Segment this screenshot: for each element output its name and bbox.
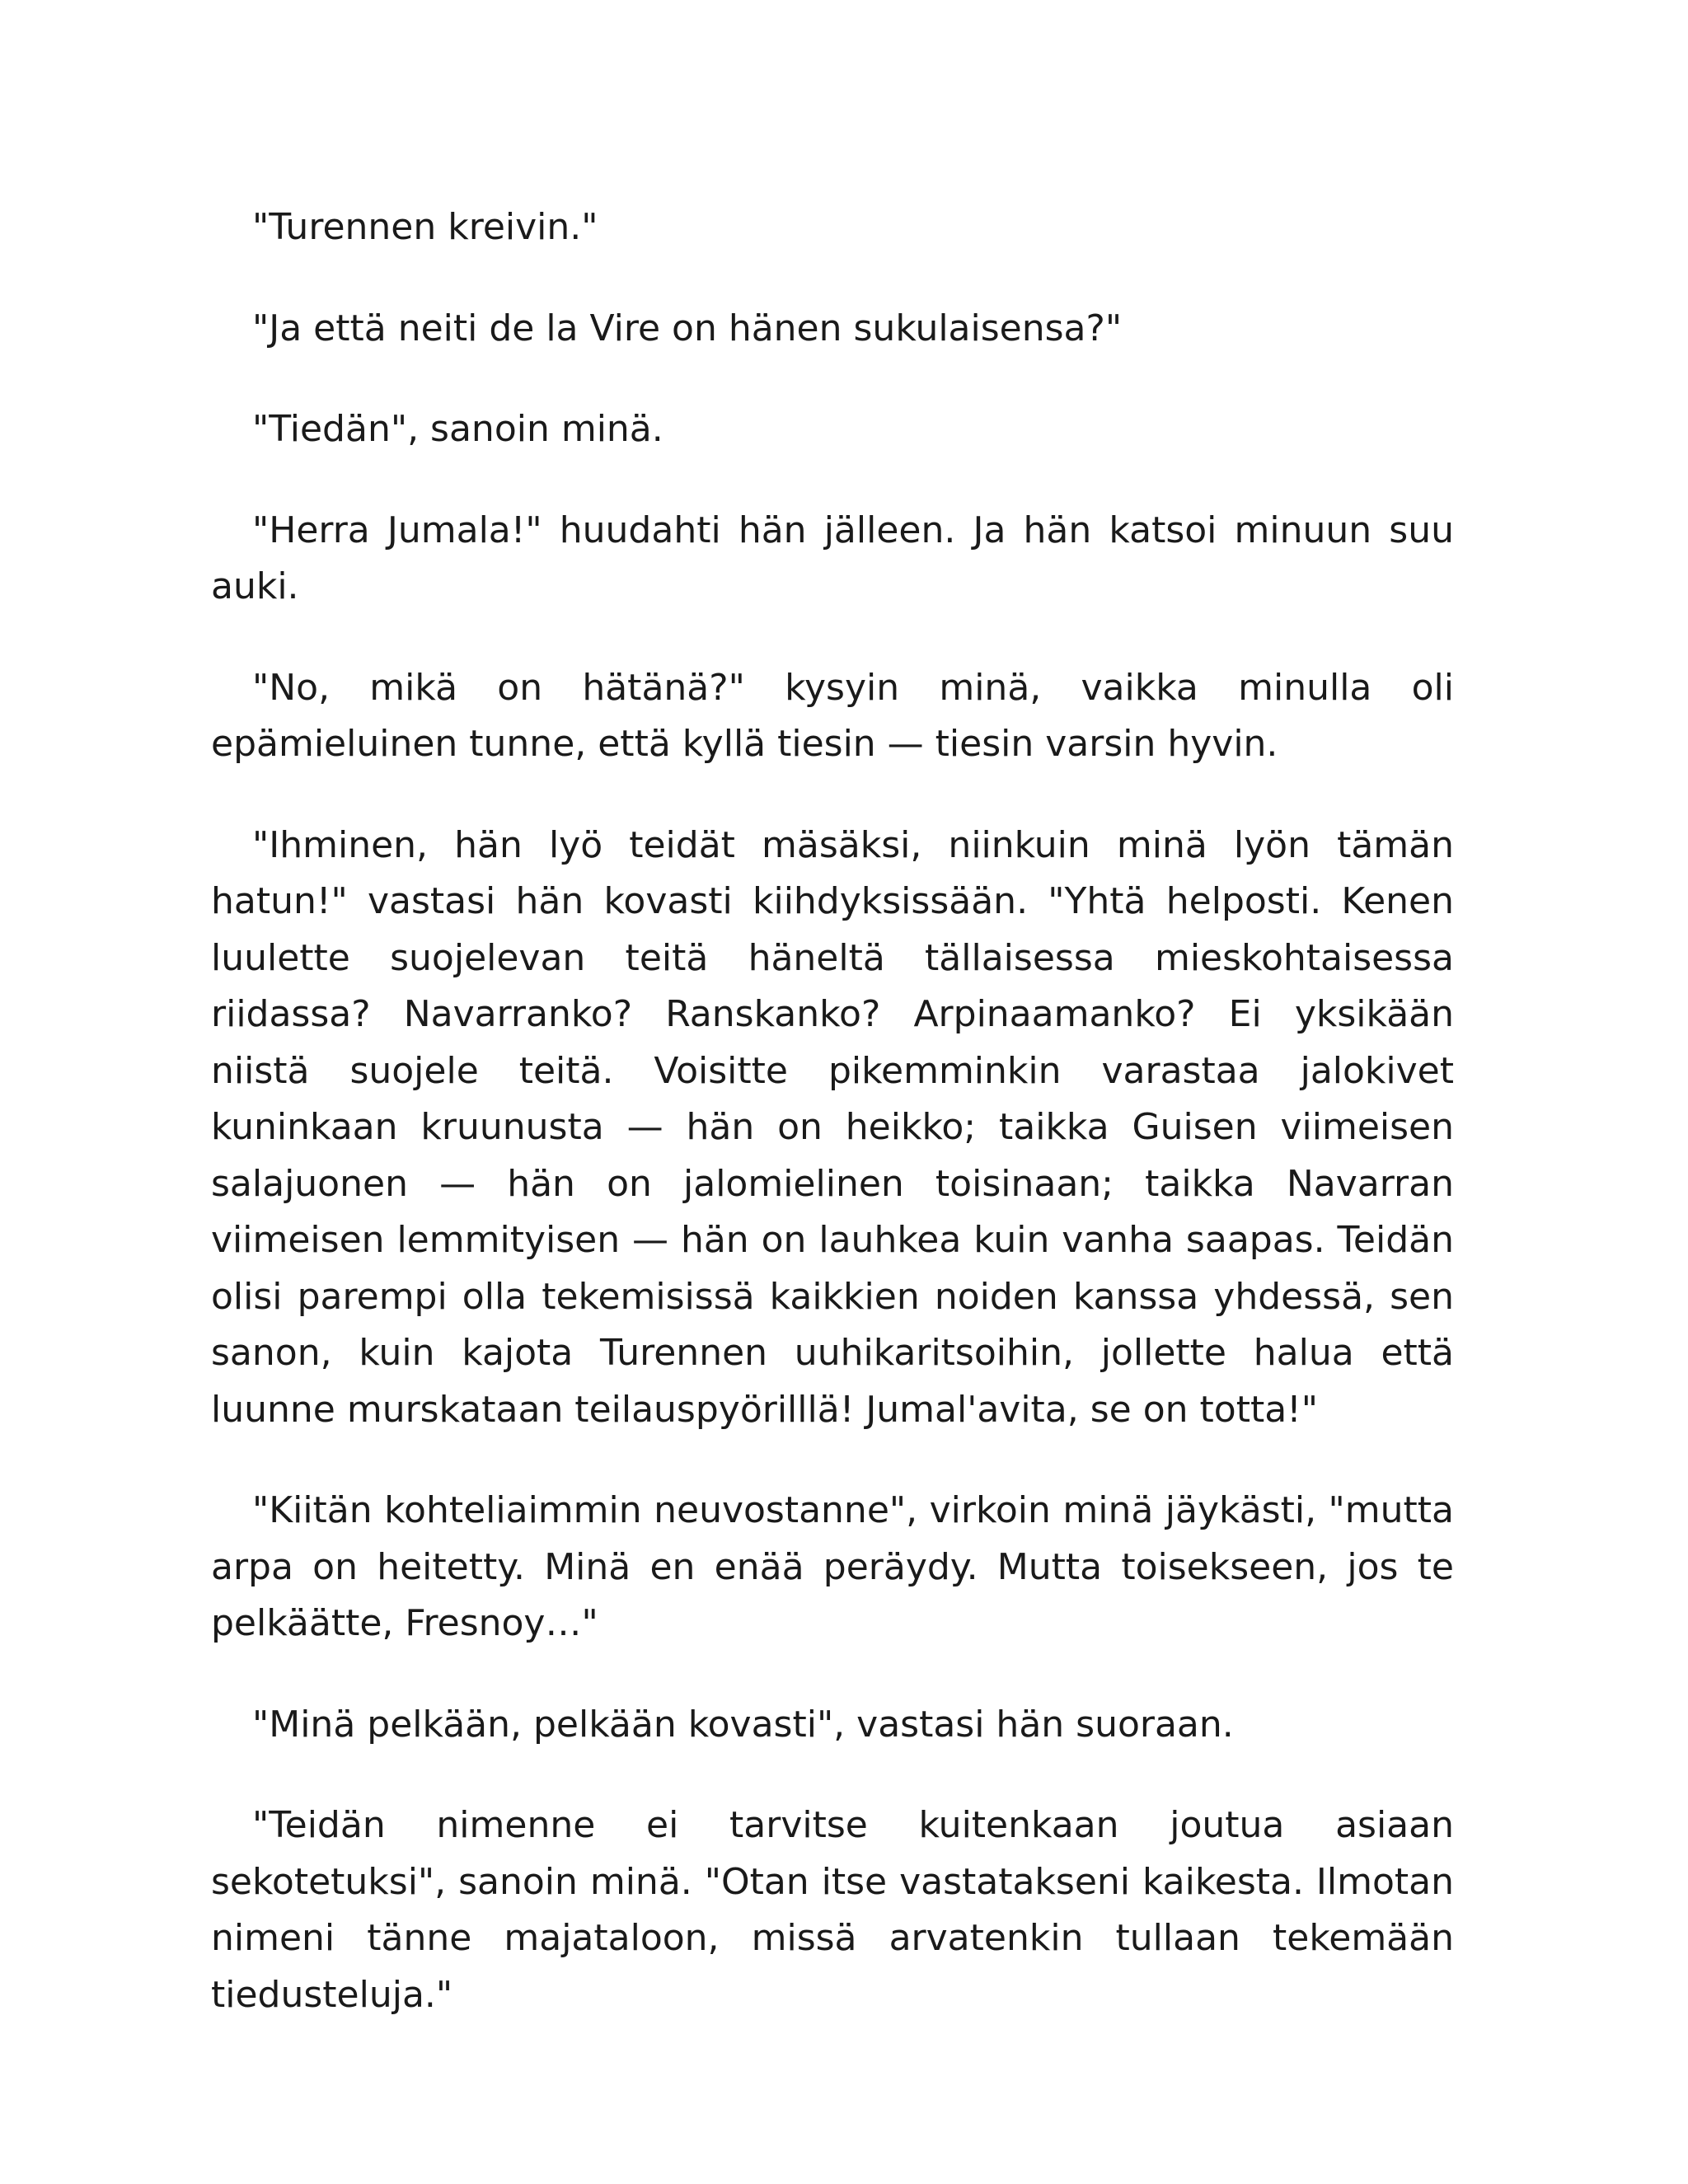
paragraph-6: "Ihminen, hän lyö teidät mäsäksi, niinkuin minä lyön tämän hatun!" vastasi hän kovasti kiihdyksissään. "Yhtä helposti. Kenen luulette suojelevan teitä häneltä tällaisessa mieskohtaisessa riidassa? Navarranko? Ranskanko? Arpinaamanko? Ei yksikään niistä suojele teitä. Voisitte pikemminkin varastaa jalokivet kuninkaan kruunusta — hän on heikko; taikka Guisen viimeisen salajuonen — hän on jalomielinen toisinaan; taikka Navarran viimeisen lemmityisen — hän on lauhkea kuin vanha saapas. Teidän olisi parempi olla tekemisissä kaikkien noiden kanssa yhdessä, sen sanon, kuin kajota Turennen uuhikaritsoihin, jollette halua että luunne murskataan teilauspyörilllä! Jumal'avita, se on totta!" bbox=[211, 823, 1454, 1431]
paragraph-2: "Ja että neiti de la Vire on hänen sukulaisensa?" bbox=[252, 307, 1123, 349]
page-body bbox=[211, 199, 1454, 2068]
paragraph-8: "Minä pelkään, pelkään kovasti", vastasi hän suoraan. bbox=[252, 1703, 1234, 1746]
paragraph-4: "Herra Jumala!" huudahti hän jälleen. Ja hän katsoi minuun suu auki. bbox=[211, 509, 1454, 607]
paragraph-7: "Kiitän kohteliaimmin neuvostanne", virkoin minä jäykästi, "mutta arpa on heitetty. Minä en enää peräydy. Mutta toisekseen, jos te pelkäätte, Fresnoy…" bbox=[211, 1489, 1454, 1644]
paragraph-1: "Turennen kreivin." bbox=[252, 206, 598, 248]
paragraph-9: "Teidän nimenne ei tarvitse kuitenkaan joutua asiaan sekotetuksi", sanoin minä. "Otan itse vastatakseni kaikesta. Ilmotan nimeni tänne majataloon, missä arvatenkin tullaan tekemään tiedusteluja." bbox=[211, 1804, 1454, 2016]
paragraph-5: "No, mikä on hätänä?" kysyin minä, vaikka minulla oli epämieluinen tunne, että kyllä tiesin — tiesin varsin hyvin. bbox=[211, 666, 1454, 765]
paragraph-3: "Tiedän", sanoin minä. bbox=[252, 408, 663, 450]
